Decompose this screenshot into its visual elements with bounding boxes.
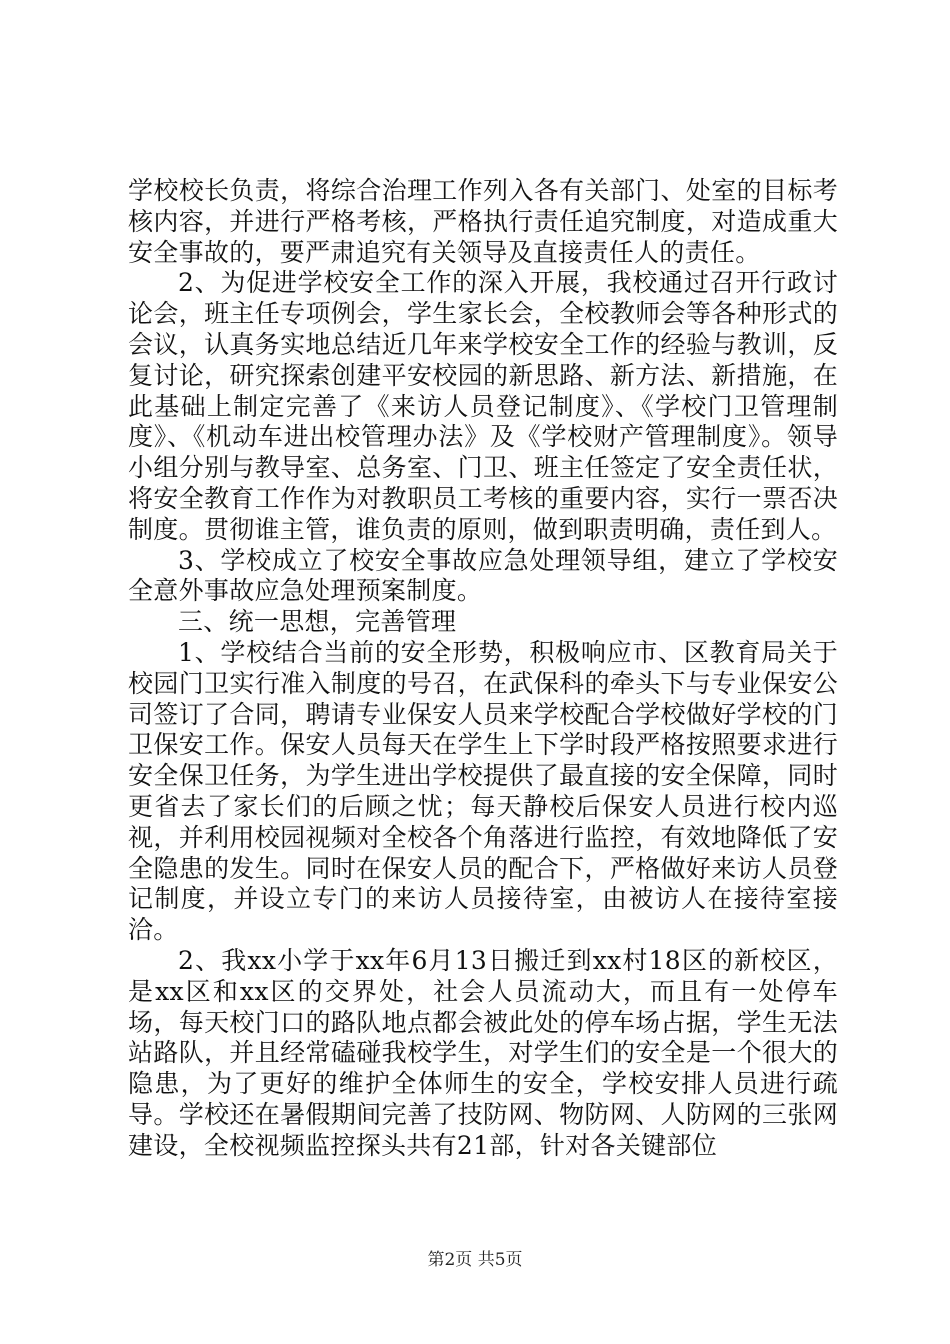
page-footer: 第2页 共5页 xyxy=(427,1250,523,1270)
paragraph-continuation: 学校校长负责，将综合治理工作列入各有关部门、处室的目标考核内容，并进行严格考核，严格执行责任追究制度，对造成重大安全事故的，要严肃追究有关领导及直接责任人的责任。 xyxy=(128,176,838,267)
paragraph-section3-2: 2、我xx小学于xx年6月13日搬迁到xx村18区的新校区，是xx区和xx区的交界处，社会人员流动大，而且有一处停车场，每天校门口的路队地点都会被此处的停车场占据，学生无法站路队，并且经常磕碰我校学生，对学生们的安全是一个很大的隐患，为了更好的维护全体师生的安全，学校安排人员进行疏导。学校还在暑假期间完善了技防网、物防网、人防网的三张网建设，全校视频监控探头共有21部，针对各关键部位 xyxy=(128,945,838,1160)
paragraph-section3-1: 1、学校结合当前的安全形势，积极响应市、区教育局关于校园门卫实行准入制度的号召，在武保科的牵头下与专业保安公司签订了合同，聘请专业保安人员来学校配合学校做好学校的门卫保安工作。保安人员每天在学生上下学时段严格按照要求进行安全保卫任务，为学生进出学校提供了最直接的安全保障，同时更省去了家长们的后顾之忧；每天静校后保安人员进行校内巡视，并利用校园视频对全校各个角落进行监控，有效地降低了安全隐患的发生。同时在保安人员的配合下，严格做好来访人员登记制度，并设立专门的来访人员接待室，由被访人在接待室接洽。 xyxy=(128,637,838,945)
paragraph-3: 3、学校成立了校安全事故应急处理领导组，建立了学校安全意外事故应急处理预案制度。 xyxy=(128,545,838,606)
document-body xyxy=(128,176,838,1162)
paragraph-2: 2、为促进学校安全工作的深入开展，我校通过召开行政讨论会，班主任专项例会，学生家长会，全校教师会等各种形式的会议，认真务实地总结近几年来学校安全工作的经验与教训，反复讨论，研究探索创建平安校园的新思路、新方法、新措施，在此基础上制定完善了《来访人员登记制度》、《学校门卫管理制度》、《机动车进出校管理办法》及《学校财产管理制度》。领导小组分别与教导室、总务室、门卫、班主任签定了安全责任状，将安全教育工作作为对教职员工考核的重要内容，实行一票否决制度。贯彻谁主管，谁负责的原则，做到职责明确，责任到人。 xyxy=(128,268,838,544)
section-heading: 三、统一思想，完善管理 xyxy=(178,607,457,637)
